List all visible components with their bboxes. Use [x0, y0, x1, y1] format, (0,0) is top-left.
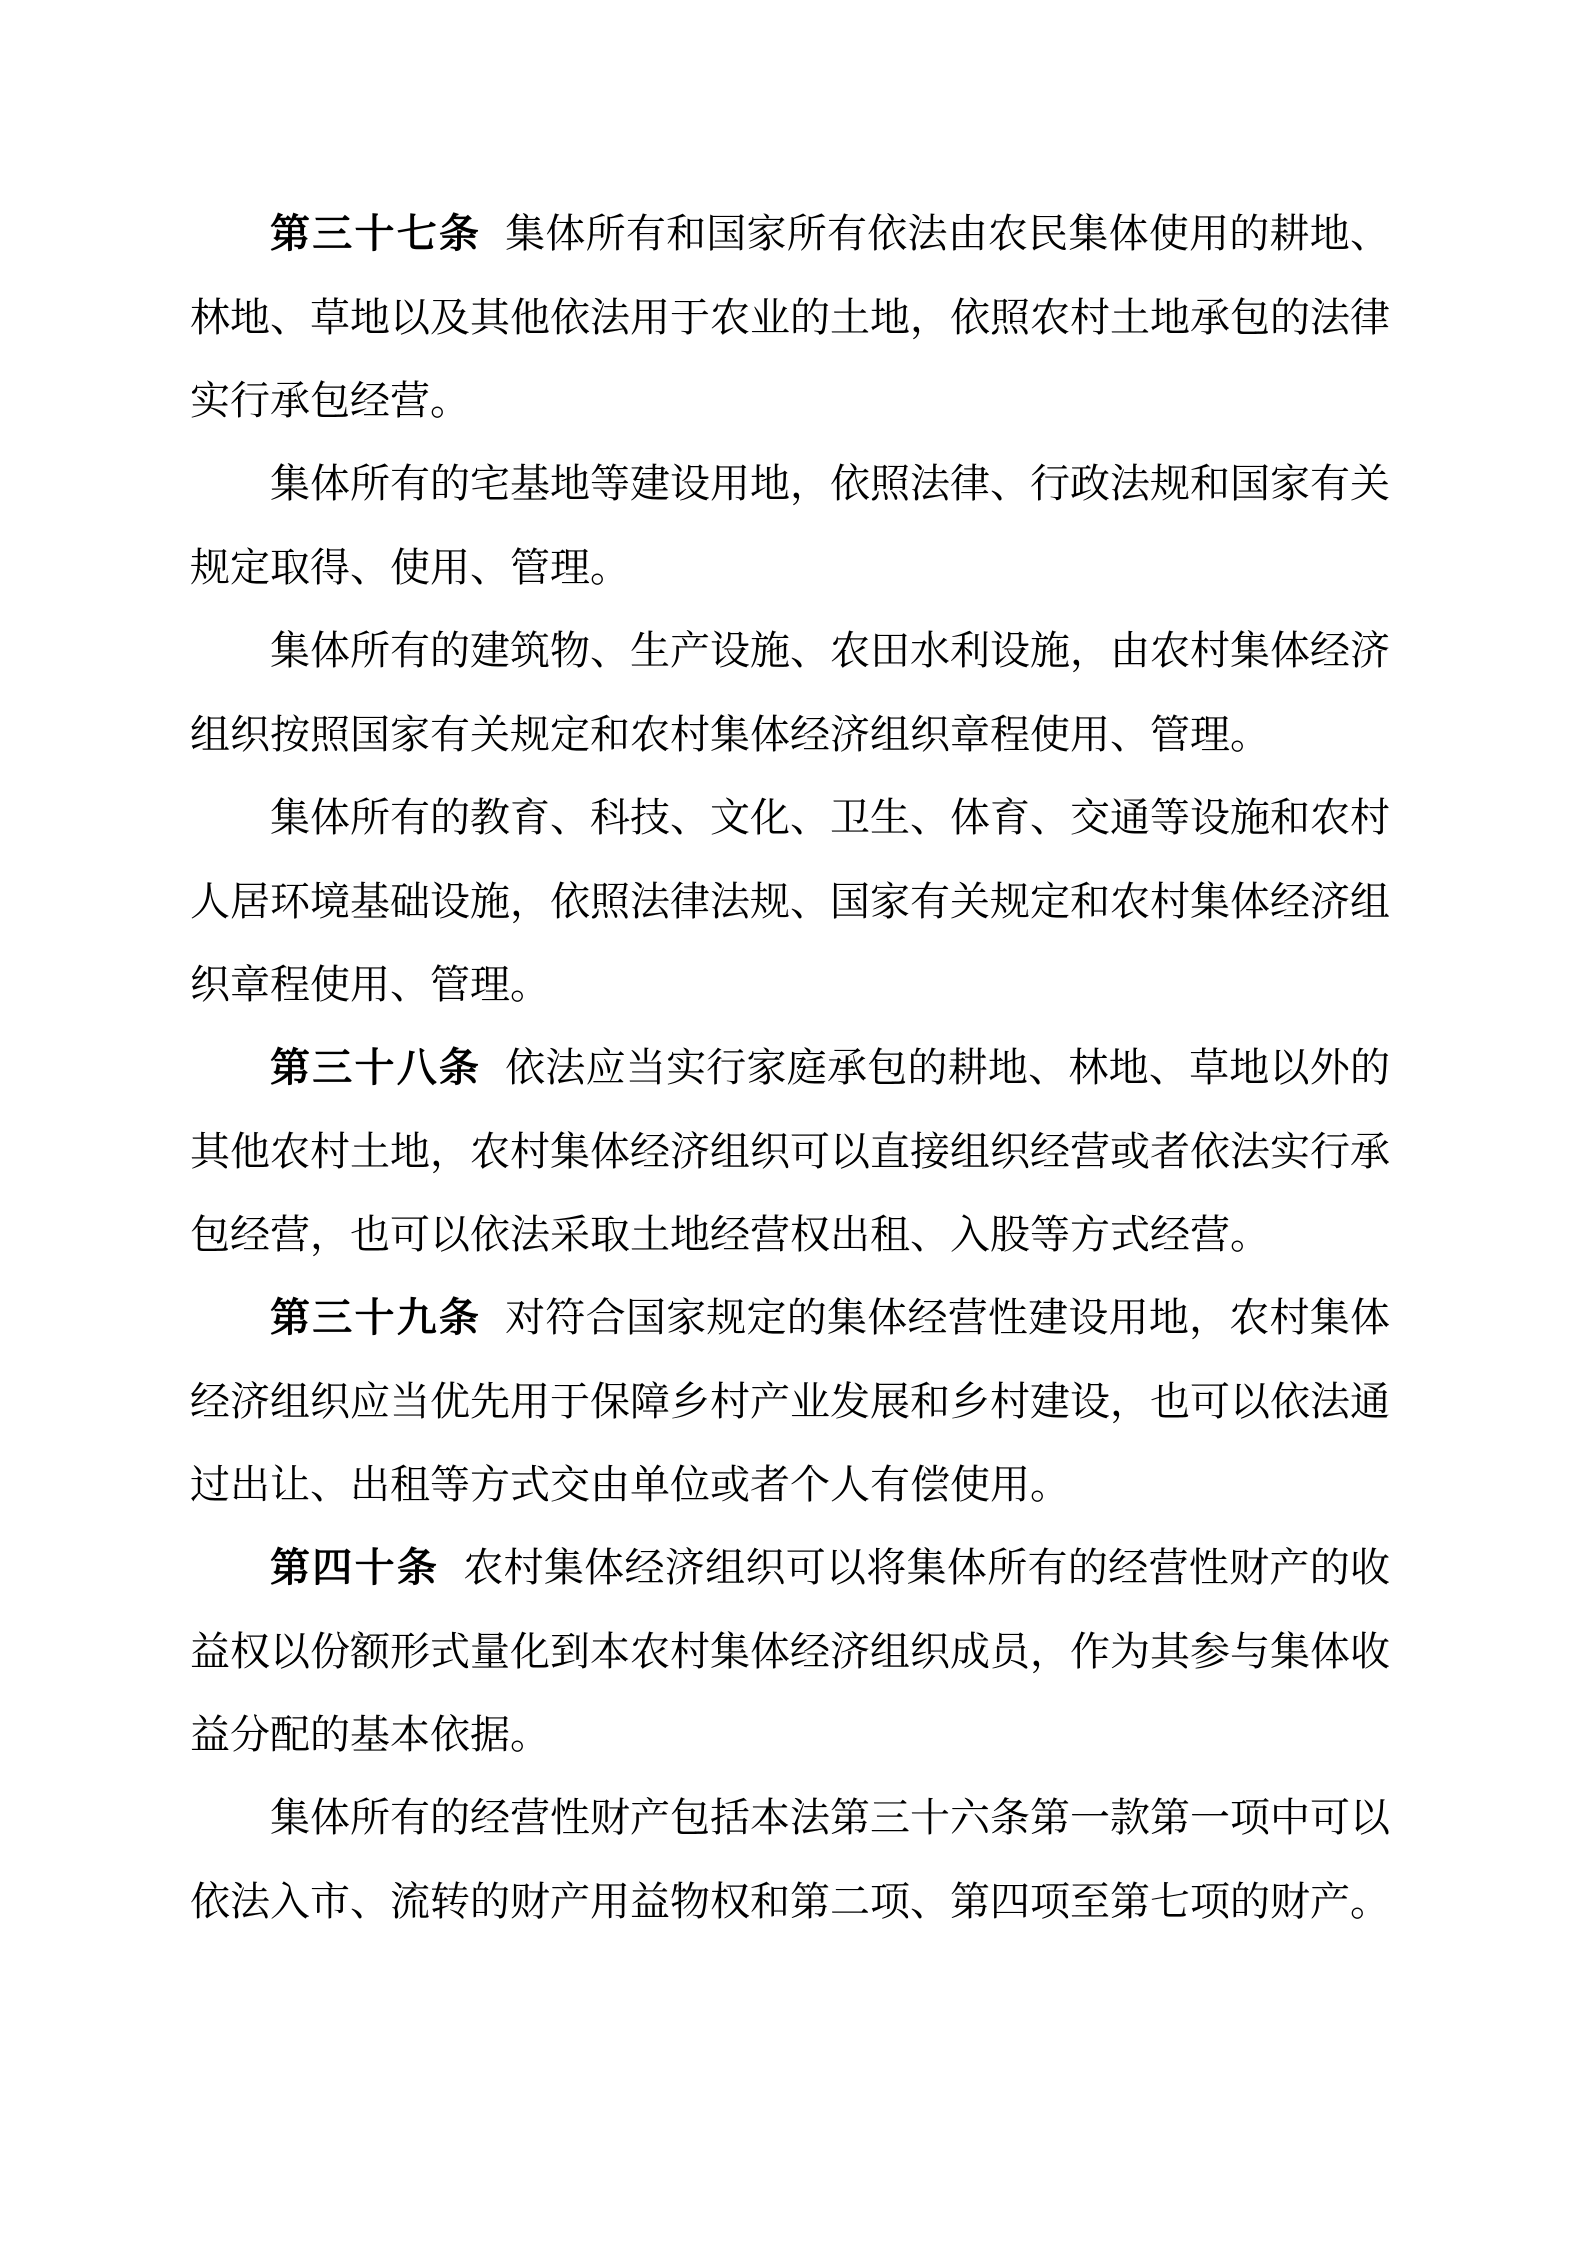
paragraph-text: 依法应当实行家庭承包的耕地、林地、草地以外的其他农村土地，农村集体经济组织可以直接组织经营或者依法实行承包经营，也可以依法采取土地经营权出租、入股等方式经营。 [190, 1045, 1391, 1257]
paragraph-article-37-clause-2 [190, 442, 1390, 609]
article-number-39: 第三十九条 [270, 1296, 482, 1340]
paragraph-article-40 [190, 1526, 1390, 1776]
paragraph-article-40-clause-2 [190, 1776, 1390, 1943]
article-number-38: 第三十八条 [270, 1046, 482, 1090]
article-number-37: 第三十七条 [270, 212, 482, 256]
paragraph-text: 农村集体经济组织可以将集体所有的经营性财产的收益权以份额形式量化到本农村集体经济组织成员，作为其参与集体收益分配的基本依据。 [190, 1545, 1391, 1757]
paragraph-text: 集体所有的教育、科技、文化、卫生、体育、交通等设施和农村人居环境基础设施，依照法律法规、国家有关规定和农村集体经济组织章程使用、管理。 [190, 795, 1390, 1007]
paragraph-text: 集体所有的建筑物、生产设施、农田水利设施，由农村集体经济组织按照国家有关规定和农村集体经济组织章程使用、管理。 [190, 628, 1390, 757]
paragraph-article-37 [190, 192, 1390, 442]
document-body [190, 192, 1390, 1943]
paragraph-article-38 [190, 1026, 1390, 1276]
paragraph-text: 集体所有的经营性财产包括本法第三十六条第一款第一项中可以依法入市、流转的财产用益物权和第二项、第四项至第七项的财产。 [190, 1795, 1390, 1924]
paragraph-article-37-clause-3 [190, 609, 1390, 776]
paragraph-article-37-clause-4 [190, 776, 1390, 1026]
paragraph-text: 对符合国家规定的集体经营性建设用地，农村集体经济组织应当优先用于保障乡村产业发展和乡村建设，也可以依法通过出让、出租等方式交由单位或者个人有偿使用。 [190, 1295, 1391, 1507]
paragraph-text: 集体所有的宅基地等建设用地，依照法律、行政法规和国家有关规定取得、使用、管理。 [190, 461, 1390, 590]
article-number-40: 第四十条 [270, 1546, 440, 1590]
paragraph-text: 集体所有和国家所有依法由农民集体使用的耕地、林地、草地以及其他依法用于农业的土地，依照农村土地承包的法律实行承包经营。 [190, 211, 1391, 423]
paragraph-article-39 [190, 1276, 1390, 1526]
